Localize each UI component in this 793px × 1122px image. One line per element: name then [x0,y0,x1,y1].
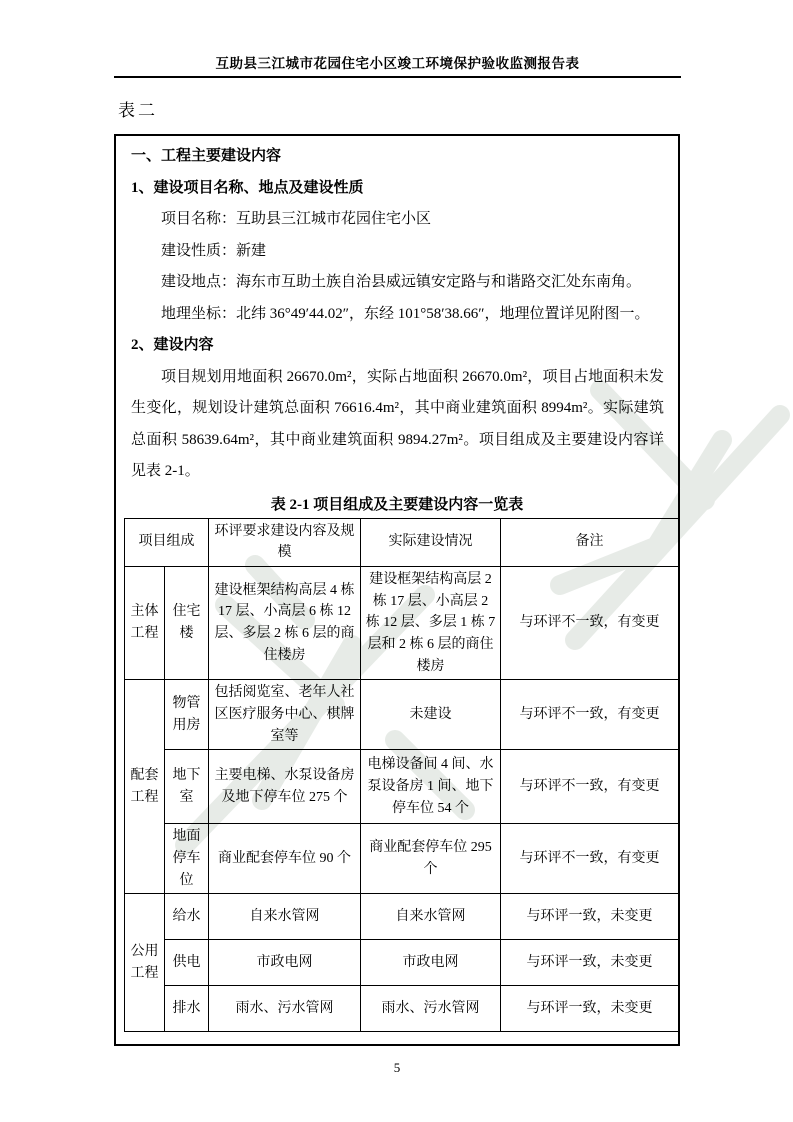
item-cell: 地面停车位 [165,824,209,894]
header-remark: 备注 [501,518,679,566]
doc-header-title: 互助县三江城市花园住宅小区竣工环境保护验收监测报告表 [114,52,681,78]
item-cell: 排水 [165,986,209,1032]
page-number: 5 [393,1060,401,1076]
table-row [125,894,679,940]
actual-cell: 未建设 [361,680,501,750]
group-cell-public-works: 公用工程 [125,894,165,1032]
item-cell: 物管用房 [165,680,209,750]
remark-cell: 与环评不一致，有变更 [501,750,679,824]
actual-cell: 雨水、污水管网 [361,986,501,1032]
paragraph-construction-nature: 建设性质：新建 [161,242,267,259]
header-composition: 项目组成 [125,518,209,566]
header-actual: 实际建设情况 [361,518,501,566]
section1-heading: 一、工程主要建设内容 [131,148,282,164]
table-header-row [125,518,679,566]
table-row [125,824,679,894]
sub-table-title: 表 2-1 项目组成及主要建设内容一览表 [270,496,524,513]
eia-cell: 商业配套停车位 90 个 [209,824,361,894]
remark-cell: 与环评不一致，有变更 [501,824,679,894]
paragraph-coordinates: 地理坐标：北纬 36°49′44.02″，东经 101°58′38.66″，地理位置详见附图一。 [161,305,650,322]
remark-cell: 与环评一致，未变更 [501,986,679,1032]
paragraph-build-content: 项目规划用地面积 26670.0m²，实际占地面积 26670.0m²，项目占地面积未发生变化，规划设计建筑总面积 76616.4m²，其中商业建筑面积 8994m²。实际建筑总面积 58639.64m²，其中商业建筑面积 9894.27m²。项目组成及主要建设内容详见表 2-1。 [131,368,664,479]
project-composition-table [124,518,679,1033]
table-row [125,940,679,986]
table-row [125,680,679,750]
item-cell: 给水 [165,894,209,940]
remark-cell: 与环评一致，未变更 [501,894,679,940]
paragraph-project-name: 项目名称：互助县三江城市花园住宅小区 [161,211,432,227]
actual-cell: 自来水管网 [361,894,501,940]
sub2-heading: 2、建设内容 [131,337,214,353]
actual-cell: 电梯设备间 4 间、水泵设备房 1 间、地下停车位 54 个 [361,750,501,824]
item-cell: 住宅楼 [165,566,209,679]
text-block [116,136,678,488]
eia-cell: 自来水管网 [209,894,361,940]
eia-cell: 市政电网 [209,940,361,986]
table-row [125,566,679,679]
group-cell-supporting-works: 配套工程 [125,680,165,894]
remark-cell: 与环评不一致，有变更 [501,566,679,679]
doc-header [0,0,793,78]
table-row [125,750,679,824]
eia-cell: 建设框架结构高层 4 栋 17 层、小高层 6 栋 12 层、多层 2 栋 6 层的商住楼房 [209,566,361,679]
eia-cell: 雨水、污水管网 [209,986,361,1032]
sheet-label: 表二 [118,101,158,120]
item-cell: 供电 [165,940,209,986]
item-cell: 地下室 [165,750,209,824]
table-row [125,986,679,1032]
actual-cell: 市政电网 [361,940,501,986]
eia-cell: 主要电梯、水泵设备房及地下停车位 275 个 [209,750,361,824]
remark-cell: 与环评不一致，有变更 [501,680,679,750]
group-cell-main-works: 主体工程 [125,566,165,679]
content-box [114,134,680,1046]
actual-cell: 建设框架结构高层 2 栋 17 层、小高层 2 栋 12 层、多层 1 栋 7 层和 2 栋 6 层的商住楼房 [361,566,501,679]
eia-cell: 包括阅览室、老年人社区医疗服务中心、棋牌室等 [209,680,361,750]
sub1-heading: 1、建设项目名称、地点及建设性质 [131,179,364,196]
header-eia: 环评要求建设内容及规模 [209,518,361,566]
remark-cell: 与环评一致，未变更 [501,940,679,986]
paragraph-location: 建设地点：海东市互助土族自治县威远镇安定路与和谐路交汇处东南角。 [161,274,642,290]
actual-cell: 商业配套停车位 295 个 [361,824,501,894]
